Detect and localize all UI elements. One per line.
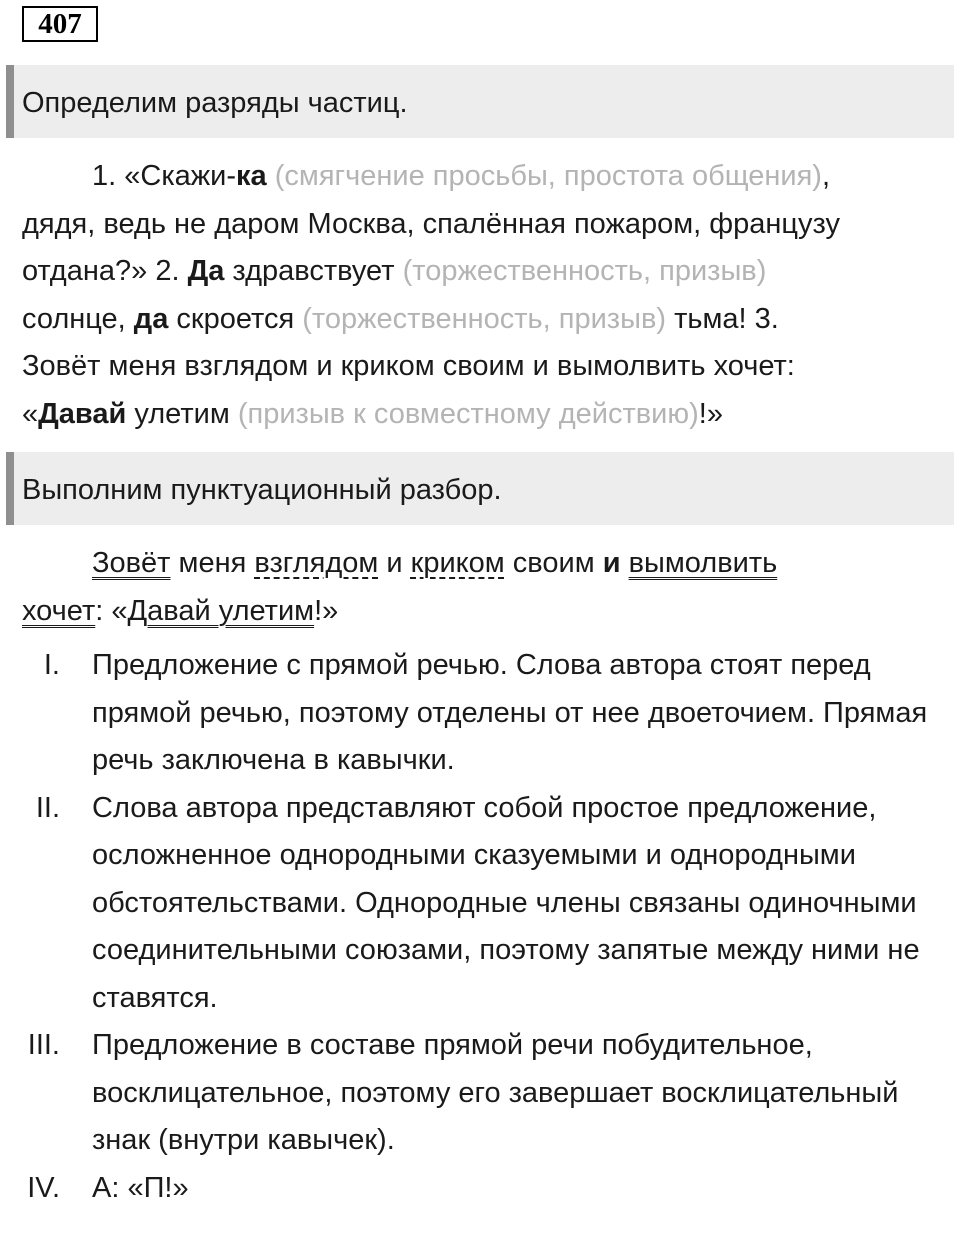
- adverbial-word: взглядом: [254, 547, 379, 579]
- particle: ка: [236, 160, 267, 192]
- text-line: отдана?» 2. Да здравствует (торжественность, призыв): [22, 255, 767, 287]
- predicate-word: хочет: [22, 594, 96, 627]
- particles-paragraph: [22, 153, 947, 438]
- text-line: Зовёт меня взглядом и криком своим и вымолвить хочет:: [22, 350, 795, 382]
- particle-category-hint: (смягчение просьбы, простота общения): [274, 160, 822, 192]
- analysis-list: [0, 642, 960, 1212]
- particle-category-hint: (торжественность, призыв): [402, 255, 767, 287]
- text-line: солнце, да скроется (торжественность, призыв) тьма! 3.: [22, 302, 779, 335]
- list-numeral: II.: [35, 791, 60, 824]
- text-line: 1. «Скажи-ка (смягчение просьбы, простота общения),: [92, 160, 830, 192]
- list-item-text: Слова автора представляют собой простое предложение, осложненное однородными сказуемыми и однородными обстоятельствами. Однородные члены связаны одиночными соединительными союзами, поэтому запятые между ними не ставятся.: [92, 791, 920, 1014]
- text-line: хочет: «Давай улетим!»: [22, 594, 339, 627]
- predicate-word: Давай улетим: [127, 594, 315, 627]
- list-item: [0, 642, 960, 785]
- text-line: дядя, ведь не даром Москва, спалённая пожаром, французу: [22, 207, 841, 240]
- predicate-word: вымолвить: [628, 547, 778, 579]
- adverbial-word: криком: [410, 547, 505, 579]
- text-line: «Давай улетим (призыв к совместному действию)!»: [22, 397, 723, 430]
- parse-sentence: [22, 540, 947, 635]
- list-item: [0, 1022, 960, 1165]
- particle-category-hint: (призыв к совместному действию): [237, 397, 699, 430]
- list-item-text: Предложение в составе прямой речи побудительное, восклицательное, поэтому его завершает восклицательный знак (внутри кавычек).: [92, 1029, 899, 1156]
- list-numeral: IV.: [27, 1171, 60, 1204]
- particle: Давай: [38, 397, 127, 430]
- conjunction: и: [602, 547, 621, 579]
- particle: Да: [187, 255, 225, 287]
- particle-category-hint: (торжественность, призыв): [302, 302, 667, 335]
- task-number-badge: 407: [22, 6, 98, 42]
- text-line: Зовёт меня взглядом и криком своим и вымолвить: [92, 547, 778, 579]
- section-heading-punctuation: Выполним пунктуационный разбор.: [6, 452, 954, 525]
- list-item-text: А: «П!»: [92, 1171, 189, 1204]
- particle: да: [133, 302, 169, 335]
- predicate-word: Зовёт: [92, 547, 171, 579]
- list-numeral: III.: [27, 1029, 60, 1061]
- list-numeral: I.: [43, 649, 60, 681]
- list-item: [0, 1165, 960, 1213]
- list-item: [0, 785, 960, 1023]
- section-heading-particles: Определим разряды частиц.: [6, 65, 954, 138]
- list-item-text: Предложение с прямой речью. Слова автора стоят перед прямой речью, поэтому отделены от нее двоеточием. Прямая речь заключена в кавычки.: [92, 649, 928, 776]
